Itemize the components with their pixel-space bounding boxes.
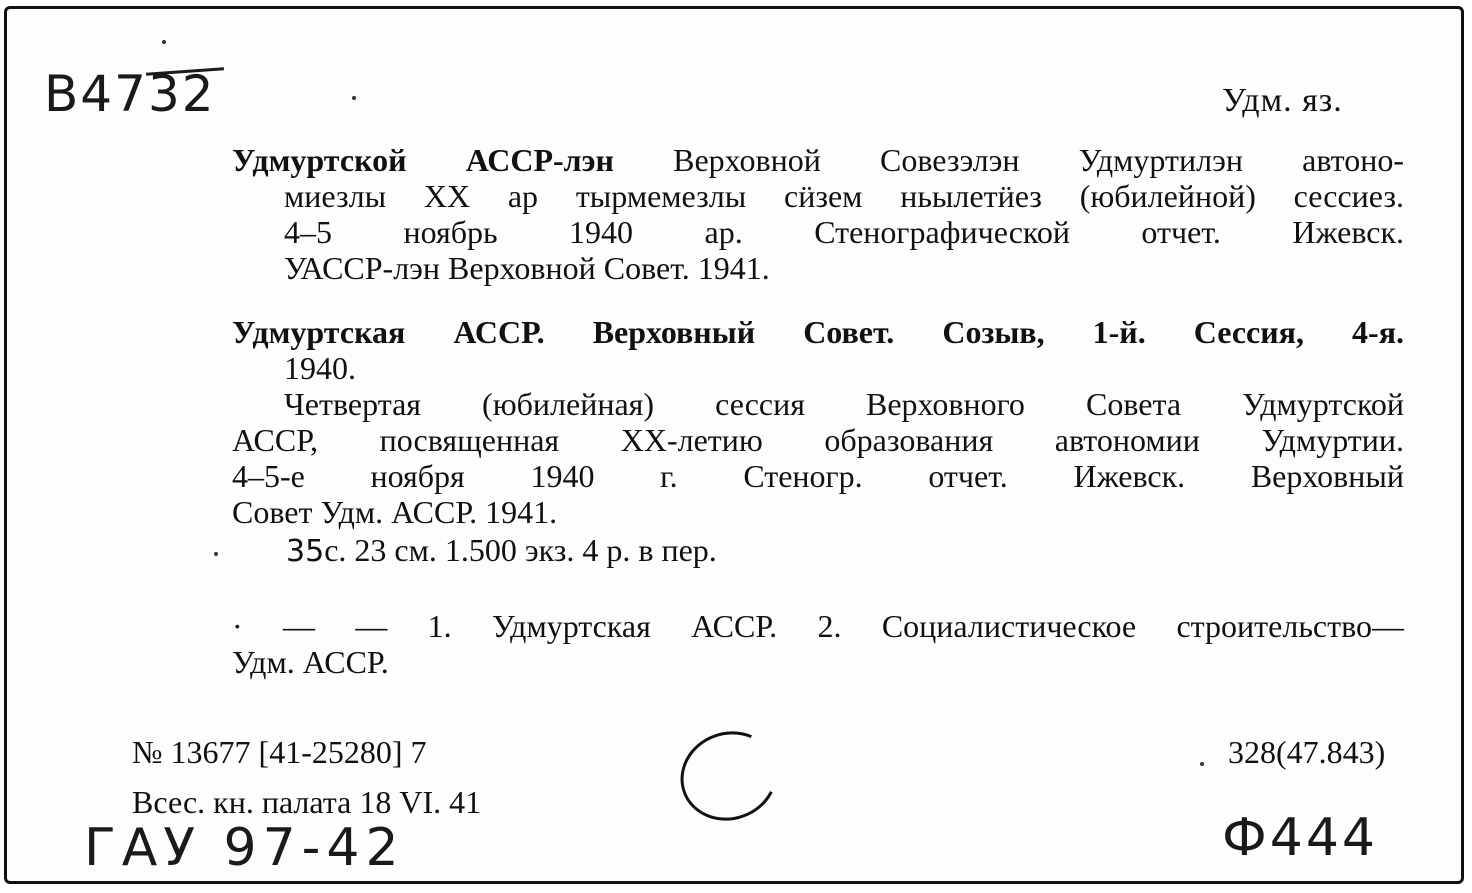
call-number-sub: 32 xyxy=(147,65,216,123)
scan-speck xyxy=(352,96,356,100)
fund-stamp: Ф444 xyxy=(1222,808,1379,868)
scan-speck xyxy=(1200,762,1204,766)
translation-body-line: АССР, посвященная XX-летию образования автономии Удмуртии. xyxy=(232,422,1404,458)
original-entry xyxy=(232,142,1404,286)
original-entry-line: Удмуртской АССР-лэн Верховной Совезэлэн Удмуртилэн автоно- xyxy=(232,142,1405,178)
original-entry-line: миезлы XX ар тырмемезлы сӥзем ньылетӥез (юбилейной) сессиез. xyxy=(284,178,1404,214)
udc-classification: 328(47.843) xyxy=(1228,734,1386,770)
scan-speck xyxy=(162,40,166,44)
call-number xyxy=(44,66,216,122)
translation-heading-year: 1940. xyxy=(284,350,356,386)
translation-heading: Удмуртская АССР. Верховный Совет. Созыв, 1-й. Сессия, 4-я. xyxy=(232,314,1404,350)
subject-line: Удм. АССР. xyxy=(232,644,389,680)
translation-body-line: Четвертая (юбилейная) сессия Верховного Совета Удмуртской xyxy=(284,386,1404,422)
call-number-main: В47 xyxy=(44,65,148,123)
translation-body-line: 4–5-е ноября 1940 г. Стеногр. отчет. Ижевск. Верховный xyxy=(232,458,1404,494)
subject-headings xyxy=(232,608,1404,680)
handwritten-page-count: 35 xyxy=(286,534,325,569)
scan-speck xyxy=(214,552,218,556)
translation-entry xyxy=(232,314,1404,530)
original-entry-line: УАССР-лэн Верховной Совет. 1941. xyxy=(284,250,770,286)
subject-line: · — — 1. Удмуртская АССР. 2. Социалистическое строительство— xyxy=(232,608,1404,644)
translation-body-line: Совет Удм. АССР. 1941. xyxy=(232,494,558,530)
original-entry-line: 4–5 ноябрь 1940 ар. Стенографической отчет. Ижевск. xyxy=(284,214,1404,250)
archive-stamp: ГАУ 97-42 xyxy=(84,818,405,878)
physical-description xyxy=(286,532,717,570)
record-number: № 13677 [41-25280] 7 xyxy=(132,734,427,770)
book-chamber-date: Всес. кн. палата 18 VI. 41 xyxy=(132,784,482,820)
language-note: Удм. яз. xyxy=(1222,82,1343,119)
physical-description-text: с. 23 см. 1.500 экз. 4 р. в пер. xyxy=(324,532,717,568)
